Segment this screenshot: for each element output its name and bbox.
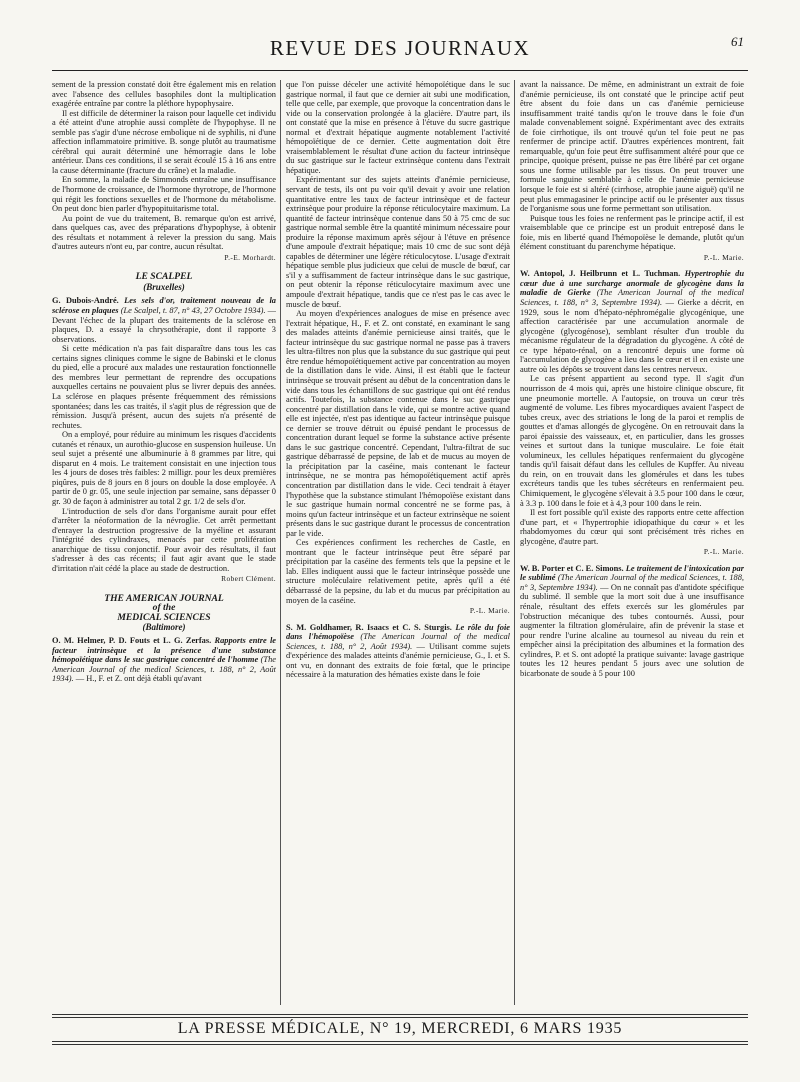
article-title: Rapports entre le facteur intrinsèque et la présence d'une substance hémopoïétique dans le suc gastrique concentré de l'homme <box>52 636 276 665</box>
article-authors: S. M. Goldhamer, R. Isaacs et C. S. Sturgis. <box>286 622 452 632</box>
paragraph: On a employé, pour réduire au minimum les risques d'accidents cutanés et rénaux, un aurothio-glucose en suspension huileuse. Un seul sujet a présenté une albuminurie à 8 grammes par litre, qui disparut en 4 mois. Le traitement consistait en une injection tous les 4 jours de doses très faibles: 2 milligr. pour les deux premières piqûres, puis de 8 jours en 8 jours on double la dose employée. A partir de 0 gr. 05, une seule injection par semaine, sans dépasser 0 gr. 30 de façon à administrer au total 2 gr. 1/2 de sels d'or. <box>52 430 276 506</box>
article-text: — Devant l'échec de la plupart des traitements de la sclérose en plaques, D. a essayé la chrysothérapie, dont il rapporte 3 observations. <box>52 306 276 344</box>
paragraph: L'introduction de sels d'or dans l'organisme aurait pour effet d'arrêter la néoformation de la névroglie. Cet arrêt permettant d'enrayer la destruction progressive de la myéline et assurant l'intégrité des cylindraxes, menacés par cette prolifération anarchique de tissu conjonctif. Pour avoir des résultats, il faut s'adresser à des cas récents; il faut agir avant que le stade d'irritation n'ait cédé la place au stade de destruction. <box>52 506 276 573</box>
journal-heading: THE AMERICAN JOURNAL <box>104 592 224 604</box>
article <box>520 564 744 679</box>
signature: P.-L. Marie. <box>703 547 744 557</box>
article <box>520 269 744 374</box>
article-text: — On ne connaît pas d'antidote spécifique du sublimé. Il semble que la mort soit due à une insuffisance rénale, résultant des effets exercés sur les glomérules par l'obstruction mécanique des tubes contournés. Aussi, pour augmenter la filtration glomérulaire, afin de prévenir la stase et pour rendre l'urine alcaline au tournesol au niveau du rein et empêcher ainsi la précipitation des albumines et la formation des cylindres, P. et S. ont adopté la pratique suivante: lavage gastrique toutes les 12 heures pendant 5 jours avec une solution de bicarbonate de soude à 5 pour 100 <box>520 582 744 678</box>
article-title: Le traitement de l'intoxication par le sublimé <box>520 563 744 583</box>
journal-city: (Bruxelles) <box>143 281 185 292</box>
article-reference: (The American Journal of the medical Sciences, t. 188, n° 2, Août 1934). <box>52 655 276 684</box>
article-title: Les sels d'or, traitement nouveau de la sclérose en plaques <box>52 296 276 316</box>
page-header <box>52 30 748 71</box>
paragraph: Au moyen d'expériences analogues de mise en présence avec l'extrait hépatique, H., F. et Z. ont constaté, en examinant le sang des malades atteints d'anémie pernicieuse ainsi traités, que le facteur intrinsèque du suc gastrique normal ne passe pas à travers les ultra-filtres non plus que la substance du suc gastrique qui peut être rendue hémopoïétiquement active par concentration au moyen de la distillation dans le vide. Ainsi, il est établi que le facteur intrinsèque se trouvait présent au début de la concentration dans le vide dans tous les échantillons de suc gastrique qui ont été rendus actifs. Toutefois, la substance contenue dans le suc gastrique concentré par distillation dans le vide, qui se montre active quand elle est injectée, n'est pas identique au facteur intrinsèque puisque ce dernier se trouve détruit ou épuisé pendant le processus de concentration durant lequel se forme la substance active présente dans le suc gastrique concentré. Cependant, l'ultra-filtrat de suc gastrique débarrassé de pepsine, de lab et de mucus au moyen de la précipitation par la caséine, mais contenant le facteur intrinsèque, ne se montra pas hémopoïétiquement actif après concentration par distillation dans le vide. Ceci tendrait à étayer l'hypothèse que la substance stimulant l'hémopoïèse existant dans le suc gastrique humain normal concentré ne se forme pas, à moins qu'un facteur intrinsèque et un facteur extrinsèque ne soient présents dans le suc gastrique durant le processus de concentration par le vide. <box>286 309 510 538</box>
journal-heading: LE SCALPEL <box>135 271 193 283</box>
journal-heading-of: of the <box>152 602 176 614</box>
article-title: Le rôle du foie dans l'hémopoïèse <box>286 622 510 642</box>
footer-rule <box>52 1017 748 1018</box>
paragraph: Expérimentant sur des sujets atteints d'anémie pernicieuse, servant de tests, ils ont pu voir qu'il devait y avoir une relation quantitative entre les taux de facteur intrinsèque et de facteur extrinsèque pour produire la réponse réticulocytaire maximum. La quantité de facteur intrinsèque contenue dans 50 à 75 cmc de suc gastrique normal semble être la quantité minimum nécessaire pour produire la réponse maximum après séjour à l'étuve en présence d'une ampoule d'extrait hépatique; mais 10 cmc de suc sont déjà capables de déterminer une légère réticulocytose. L'usage d'extrait hépatique semble plus judicieux que celui de muscle de bœuf, car s'il y a suffisamment de facteur intrinsèque dans le suc gastrique, on peut obtenir la réponse réticulocytaire maximum avec une ampoule d'extrait hépatique, tandis que ce n'est pas le cas avec le muscle de bœuf. <box>286 175 510 309</box>
journal-section-title: REVUE DES JOURNAUX <box>269 36 531 60</box>
article-reference: (The American Journal of the medical Sciences, t. 188, n° 3, Septembre 1934). <box>520 288 744 308</box>
article-reference: (The American Journal of the medical Sciences, t. 188, n° 2, Août 1934). <box>286 632 510 651</box>
journal-city: (Baltimore) <box>142 621 186 632</box>
footer-publication-line: LA PRESSE MÉDICALE, N° 19, MERCREDI, 6 MARS 1935 <box>177 1020 623 1037</box>
article-authors: G. Dubois-André. <box>52 296 119 306</box>
paragraph: Le cas présent appartient au second type. Il s'agit d'un nourrisson de 4 mois qui, après une histoire clinique obscure, fit une pneumonie mortelle. A l'autopsie, on trouva un cœur très augmenté de volume. Les fibres myocardiques avaient l'aspect de tubes creux, avec des striations le long de la paroi et remplis de gouttes et d'amas allongés de glycogène. On en retrouvait dans la paroi épaissie des vaisseaux, et, en particulier, dans les grosses veines et surtout dans la tunique musculaire. Le foie était volumineux, les cellules hépatiques renfermaient du glycogène tandis qu'il faisait défaut dans les cellules de Kupffer. Au niveau du rein, on en trouvait dans les glomérules et dans les tubes excréteurs tandis que les tubes sécréteurs en renfermaient peu. Chimiquement, le glycogène s'élevait à 3.5 pour 100 dans le cœur, à 3.3 p. 100 dans le foie et à 4,3 pour 100 dans le rein. <box>520 374 744 508</box>
article-text: — Gierke a décrit, en 1929, sous le nom d'hépato-néphromégalie glycogénique, une affection caractérisée par une accumulation anormale de glycogène (glycogénose), semblant résulter d'un trouble du mécanisme régulateur de la dégradation du glycogène. A côté de ce type hépato-rénal, on a rencontré depuis une forme où l'accumulation de glycogène a lieu dans le cœur et il en existe une autre où les dépôts se trouvent dans les centres nerveux. <box>520 298 744 374</box>
article-authors: W. B. Porter et C. E. Simons. <box>520 563 624 573</box>
signature: Robert Clément. <box>221 574 276 584</box>
paragraph: Il est difficile de déterminer la raison pour laquelle cet individu a été atteint d'une atrophie aussi complète de l'hypophyse. Il ne semble pas s'agir d'une nécrose embolique ni de syphilis, ni d'une affection inflammatoire primitive. B. songe plutôt au traumatisme cérébral qui aurait déterminé une hémorragie dans le lobe antérieur. Dans ces conditions, il se serait écoulé 15 à 16 ans entre la cause déterminante (fracture du crâne) et la maladie. <box>52 108 276 175</box>
article <box>52 636 276 684</box>
footer-rule <box>52 1041 748 1042</box>
paragraph: Au point de vue du traitement, B. remarque qu'on est arrivé, dans quelques cas, avec des préparations d'hypophyse, à obtenir des résultats et notamment à relever la pression du sang. Mais d'autres auteurs n'ont eu, par contre, aucun résultat. <box>52 213 276 252</box>
paragraph: sement de la pression constaté doit être également mis en relation avec l'absence des cellules basophiles dont la multiplication exagérée entraîne par contre la pléthore hypophysaire. <box>52 80 276 109</box>
paragraph: que l'on puisse déceler une activité hémopoïétique dans le suc gastrique normal, il faut que ce dernier ait subi une modification, telle que celle, par exemple, que provoque la concentration dans le vide ou la conservation prolongée à la glacière. D'autre part, ils ont constaté que la mise en présence à l'étuve du sucre gastrique normal et d'extrait hépatique augmente notablement l'activité hémopoïétique de ce dernier. Cette augmentation doit être vraisemblablement le résultat d'une action du facteur intrinsèque du suc gastrique sur le facteur extrinsèque contenu dans l'extrait hépatique. <box>286 80 510 175</box>
journal-heading-name: MEDICAL SCIENCES <box>117 611 211 623</box>
column-divider <box>280 80 281 1005</box>
paragraph: Puisque tous les foies ne renferment pas le principe actif, il est vraisemblable que ce principe est un produit entreposé dans le foie, mis en liberté quand l'hémopoïèse le demande, plutôt qu'un élément constituant du parenchyme hépatique. <box>520 213 744 252</box>
column-left <box>52 80 276 1010</box>
article-title: Hypertrophie du cœur due à une surcharge anormale de glycogène dans la maladie de Gierke <box>520 269 744 298</box>
article <box>52 296 276 344</box>
article-reference: (Le Scalpel, t. 87, n° 43, 27 Octobre 1934). <box>120 306 266 316</box>
column-divider <box>514 80 515 1005</box>
paragraph: avant la naissance. De même, en administrant un extrait de foie d'anémie pernicieuse, ils ont constaté que le principe actif peut être absent du foie dans un cas d'anémie pernicieuse insuffisamment traité tandis qu'on le trouve dans le foie d'un malade convenablement soigné. Expérimentant avec des extraits de foie cirrhotique, ils ont trouvé qu'un tel foie peut ne pas renfermer de principe actif. D'autres expériences montrent, fait remarquable, qu'un foie peut être suffisamment altéré pour que ce principe, quoique présent, puisse ne pas être libéré par cet organe sous une forme utilisable par les tissus. On peut trouver une formule sanguine semblable à celle de l'anémie pernicieuse lorsque le foie est si altéré (cirrhose, atrophie jaune aiguë) qu'il ne peut plus emmagasiner le principe actif ou le présenter aux tissus de l'organisme sous une forme permettant son utilisation. <box>520 80 744 214</box>
article-authors: W. Antopol, J. Heilbrunn et L. Tuchman. <box>520 269 681 279</box>
paragraph: Ces expériences confirment les recherches de Castle, en montrant que le facteur intrinsèque peut être séparé par précipitation par la caséine des ferments tels que la pepsine et le lab. Elles indiquent aussi que le facteur intrinsèque possède une structure moléculaire relativement petite, après qu'il a été débarrassé de la pepsine, du lab et du mucus par précipitation au moyen de la caséine. <box>286 538 510 605</box>
paragraph: En somme, la maladie de Simmonds entraîne une insuffisance de l'hormone de croissance, de l'hormone thyrotrope, de l'hormone qui régit les fonctions sexuelles et de l'hormone du métabolisme. On peut donc bien parler d'hypopituitarisme total. <box>52 175 276 214</box>
article-text: — Utilisant comme sujets d'expérience des malades atteints d'anémie pernicieuse, G., I. et S. ont vu, en donnant des extraits de foie fœtal, que le principe nécessaire à la maturation des hématies existe dans le foie <box>286 641 510 680</box>
paragraph: Si cette médication n'a pas fait disparaître dans tous les cas certains signes cliniques comme le signe de Babinski et le clonus du pied, elle a procuré aux malades une restauration fonctionnelle des membres leur permettant de reprendre des occupations auxquelles certains ne pouvaient plus se livrer depuis des années. La sclérose en plaques présente fréquemment des rémissions spontanées; dans les cas traités, il s'agit plus de régression que de rémission. Jusqu'à présent, aucun des sujets n'a présenté de rechutes. <box>52 344 276 430</box>
signature: P.-L. Marie. <box>469 606 510 616</box>
article-text: — H., F. et Z. ont déjà établi qu'avant <box>73 674 202 684</box>
column-middle <box>286 80 510 1010</box>
article-reference: (The American Journal of the medical Sciences, t. 188, n° 3, Septembre 1934). <box>520 573 744 592</box>
footer-rule <box>52 1044 748 1045</box>
column-right <box>520 80 744 1010</box>
signature: P.-E. Morhardt. <box>224 252 276 262</box>
page-number: 61 <box>731 34 744 49</box>
paragraph: Il est fort possible qu'il existe des rapports entre cette affection d'une part, et « l'hypertrophie idiopathique du cœur » et les rhabdomyomes du cœur qui sont précisément très riches en glycogène, d'autre part. <box>520 508 744 546</box>
signature: P.-L. Marie. <box>703 252 744 262</box>
page-footer <box>52 1014 748 1044</box>
article-authors: O. M. Helmer, P. D. Fouts et L. G. Zerfas. <box>52 636 212 646</box>
article <box>286 623 510 680</box>
footer-rule <box>52 1014 748 1015</box>
